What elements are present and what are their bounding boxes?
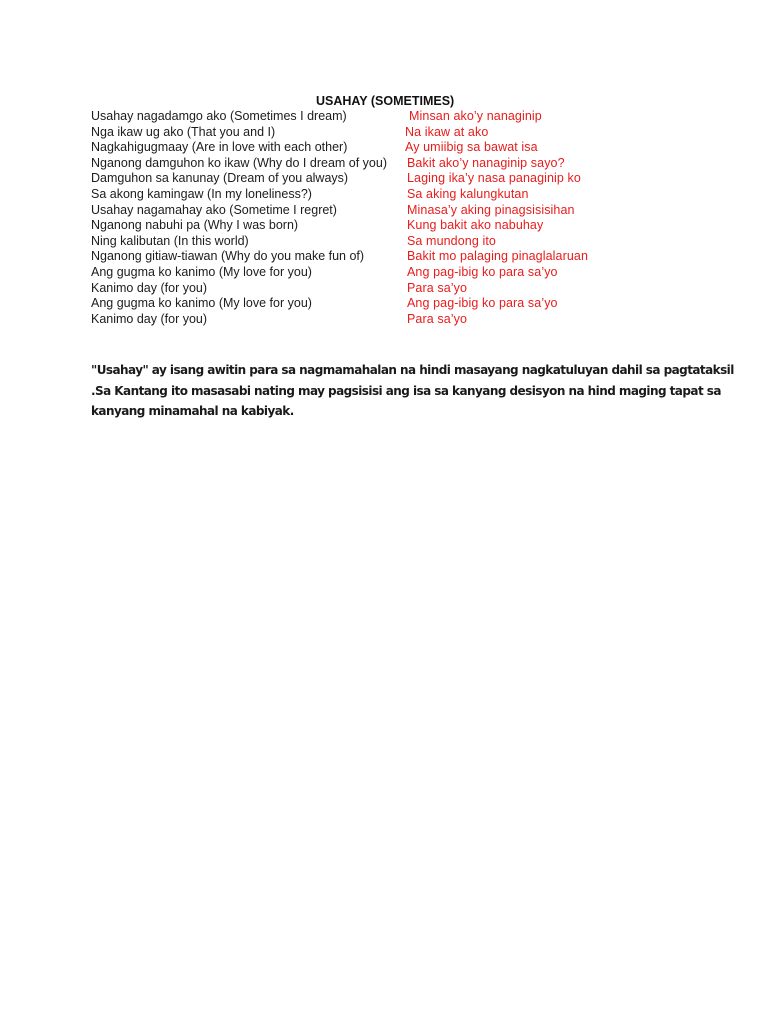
lyric-original: Usahay nagadamgo ako (Sometimes I dream): [91, 109, 347, 123]
lyric-original: Ang gugma ko kanimo (My love for you): [91, 264, 312, 279]
lyric-original: Damguhon sa kanunay (Dream of you always): [91, 171, 349, 186]
summary-line: "Usahay" ay isang awitin para sa nagmamahalan na hindi masayang nagkatuluyan dahil sa pagtataksil: [91, 363, 734, 377]
summary-line: .Sa Kantang ito masasabi nating may pagsisisi ang isa sa kanyang desisyon na hind maging tapat sa: [91, 383, 721, 398]
summary-line: kanyang minamahal na kabiyak.: [91, 404, 294, 418]
lyric-translation: Minsan ako’y nanaginip: [409, 109, 542, 123]
lyric-translation: Sa aking kalungkutan: [407, 186, 529, 201]
lyric-translation: Bakit ako’y nanaginip sayo?: [407, 155, 565, 170]
lyric-translation: Ang pag-ibig ko para sa’yo: [407, 264, 558, 279]
lyric-original: Ang gugma ko kanimo (My love for you): [91, 296, 312, 311]
lyric-translation: Ang pag-ibig ko para sa’yo: [407, 296, 558, 311]
lyric-translation: Kung bakit ako nabuhay: [407, 218, 544, 233]
lyric-translation: Sa mundong ito: [407, 233, 496, 248]
lyric-translation: Bakit mo palaging pinaglalaruan: [407, 249, 588, 264]
lyric-original: Nagkahigugmaay (Are in love with each other): [91, 140, 348, 155]
lyric-translation: Minasa’y aking pinagsisisihan: [407, 202, 575, 217]
lyric-original: Ning kalibutan (In this world): [91, 233, 249, 248]
lyric-original: Nganong damguhon ko ikaw (Why do I dream of you): [91, 155, 387, 170]
song-title: USAHAY (SOMETIMES): [316, 94, 455, 108]
lyric-translation: Para sa’yo: [407, 311, 468, 326]
lyric-original: Nganong gitiaw-tiawan (Why do you make fun of): [91, 249, 365, 264]
lyric-original: Nganong nabuhi pa (Why I was born): [91, 218, 299, 233]
lyric-translation: Ay umiibig sa bawat isa: [405, 140, 538, 155]
lyric-translation: Para sa’yo: [407, 280, 468, 295]
lyric-original: Sa akong kamingaw (In my loneliness?): [91, 186, 312, 201]
lyric-original: Usahay nagamahay ako (Sometime I regret): [91, 202, 337, 217]
lyric-translation: Na ikaw at ako: [405, 124, 489, 139]
lyric-original: Kanimo day (for you): [91, 280, 208, 295]
lyric-original: Kanimo day (for you): [91, 311, 208, 326]
summary-paragraph: [91, 360, 734, 422]
lyric-translation: Laging ika’y nasa panaginip ko: [407, 171, 581, 186]
lyric-original: Nga ikaw ug ako (That you and I): [91, 124, 276, 139]
